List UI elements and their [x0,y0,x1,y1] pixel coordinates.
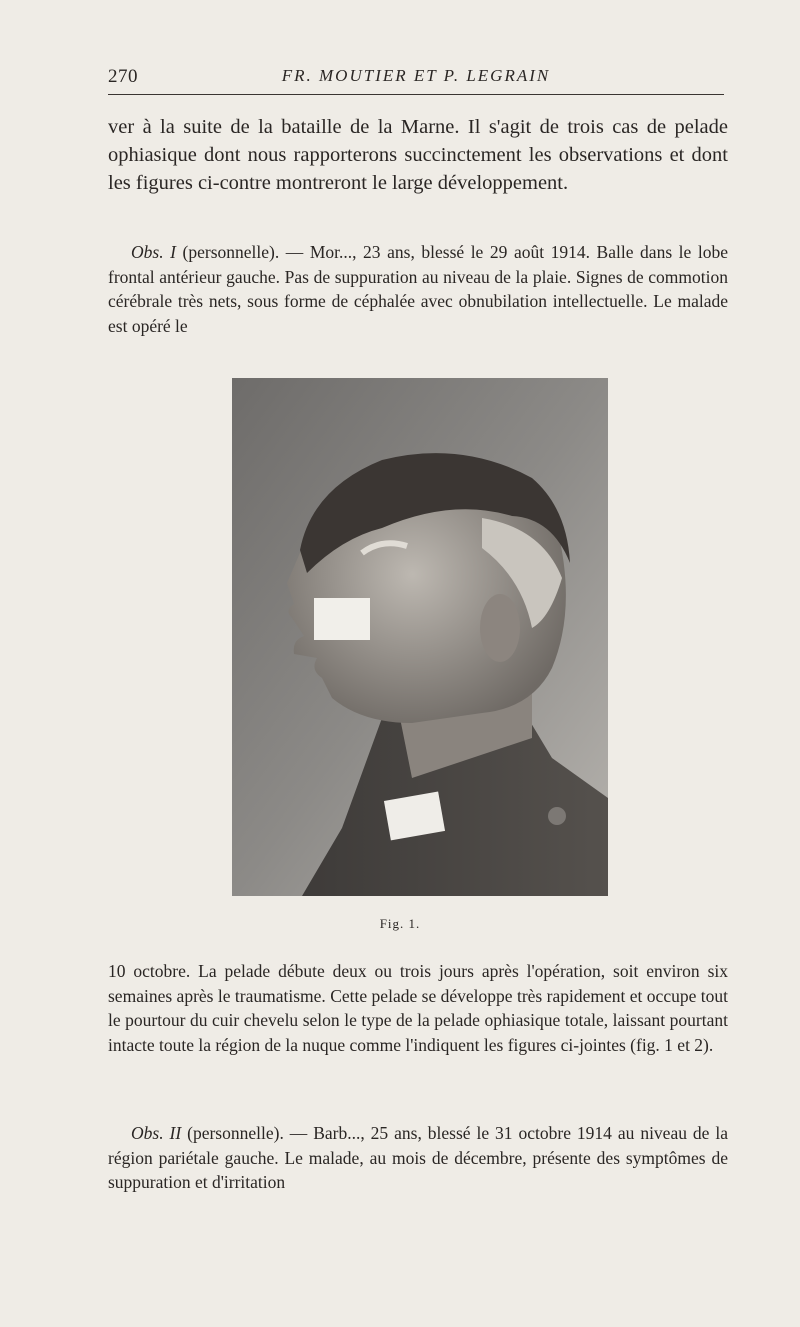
obs-2-label: Obs. II [131,1123,182,1143]
paragraph-obs-2 [108,1121,728,1195]
paragraph-intro: ver à la suite de la bataille de la Marne. Il s'agit de trois cas de pelade ophiasique dont nous rapporterons succinctement les observations et dont les figures ci-contre montreront le large développement. [108,116,728,194]
obs-1-label: Obs. I [131,242,176,262]
portrait-photo [232,378,608,896]
page-header [108,60,724,95]
paragraph-obs-1-continued: 10 octobre. La pelade débute deux ou trois jours après l'opération, soit environ six semaines après le traumatisme. Cette pelade se développe très rapidement et occupe tout le pourtour du cuir chevelu selon le type de la pelade ophiasique totale, laissant pourtant intacte toute la région de la nuque comme l'indiquent les figures ci-jointes (fig. 1 et 2). [108,961,728,1055]
obs-1-text: (personnelle). — Mor..., 23 ans, blessé le 29 août 1914. Balle dans le lobe frontal antérieur gauche. Pas de suppuration au niveau de la plaie. Signes de commotion cérébrale très nets, sous forme de céphalée avec obnubilation intellectuelle. Le malade est opéré le [108,242,728,336]
page-number: 270 [108,66,138,87]
figure-1-photograph [232,378,608,896]
running-head: FR. MOUTIER ET P. LEGRAIN [281,66,551,85]
paragraph-obs-1 [108,240,728,338]
figure-caption: Fig. 1. [379,916,421,931]
obs-2-text: (personnelle). — Barb..., 25 ans, blessé le 31 octobre 1914 au niveau de la région pariétale gauche. Le malade, au mois de décembre, présente des symptômes de suppuration et d'irritation [108,1123,728,1192]
